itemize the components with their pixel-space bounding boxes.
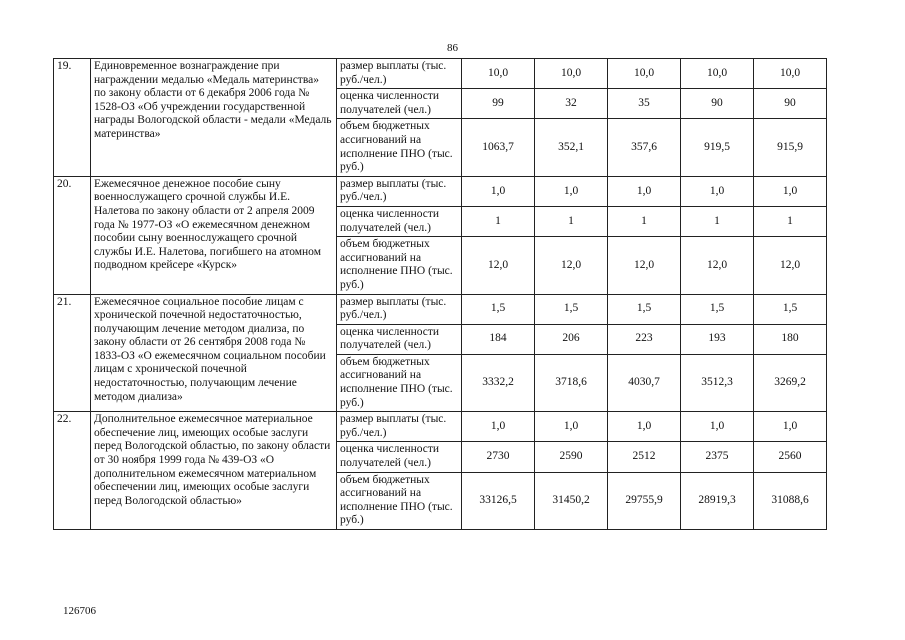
value-cell: 29755,9	[608, 472, 681, 529]
value-cell: 1,5	[681, 294, 754, 324]
value-cell: 12,0	[462, 237, 535, 294]
value-cell: 1,5	[535, 294, 608, 324]
table-row	[54, 176, 827, 206]
value-cell: 1063,7	[462, 119, 535, 176]
value-cell: 2512	[608, 442, 681, 472]
value-cell: 10,0	[535, 59, 608, 89]
value-cell: 1,0	[608, 412, 681, 442]
value-cell: 2560	[754, 442, 827, 472]
parameter-label: размер выплаты (тыс. руб./чел.)	[337, 294, 462, 324]
value-cell: 919,5	[681, 119, 754, 176]
value-cell: 35	[608, 89, 681, 119]
value-cell: 1	[535, 206, 608, 236]
value-cell: 1,0	[681, 176, 754, 206]
parameter-label: оценка численности получателей (чел.)	[337, 324, 462, 354]
value-cell: 90	[681, 89, 754, 119]
value-cell: 90	[754, 89, 827, 119]
value-cell: 223	[608, 324, 681, 354]
parameter-label: размер выплаты (тыс. руб./чел.)	[337, 59, 462, 89]
table-row	[54, 59, 827, 89]
parameter-label: размер выплаты (тыс. руб./чел.)	[337, 176, 462, 206]
value-cell: 1,5	[462, 294, 535, 324]
value-cell: 12,0	[535, 237, 608, 294]
parameter-label: оценка численности получателей (чел.)	[337, 89, 462, 119]
item-number: 22.	[54, 412, 91, 530]
table-row	[54, 294, 827, 324]
value-cell: 12,0	[608, 237, 681, 294]
value-cell: 1	[462, 206, 535, 236]
value-cell: 1,5	[608, 294, 681, 324]
parameter-label: оценка численности получателей (чел.)	[337, 206, 462, 236]
value-cell: 2730	[462, 442, 535, 472]
value-cell: 352,1	[535, 119, 608, 176]
value-cell: 1	[754, 206, 827, 236]
value-cell: 1,0	[462, 412, 535, 442]
value-cell: 4030,7	[608, 354, 681, 411]
value-cell: 1,0	[681, 412, 754, 442]
page-number: 86	[447, 42, 458, 54]
parameter-label: объем бюджетных ассигнований на исполнение ПНО (тыс. руб.)	[337, 472, 462, 529]
value-cell: 10,0	[608, 59, 681, 89]
parameter-label: оценка численности получателей (чел.)	[337, 442, 462, 472]
value-cell: 1	[681, 206, 754, 236]
value-cell: 3512,3	[681, 354, 754, 411]
obligation-description: Ежемесячное социальное пособие лицам с хронической почечной недостаточностью, получающим лечение методом диализа, по закону области от 26 сентября 2008 года № 1833-ОЗ «О ежемесячном социальном пособии лицам с хронической почечной недостаточностью, получающим лечение методом диализа»	[91, 294, 337, 412]
value-cell: 915,9	[754, 119, 827, 176]
item-number: 21.	[54, 294, 91, 412]
value-cell: 1	[608, 206, 681, 236]
value-cell: 1,0	[535, 412, 608, 442]
value-cell: 99	[462, 89, 535, 119]
value-cell: 2590	[535, 442, 608, 472]
value-cell: 1,0	[754, 176, 827, 206]
obligation-description: Ежемесячное денежное пособие сыну военнослужащего срочной службы И.Е. Налетова по закону области от 2 апреля 2009 года № 1977-ОЗ «О ежемесячном денежном пособии сыну военнослужащего срочной службы И.Е. Налетова, погибшего на атомном подводном крейсере «Курск»	[91, 176, 337, 294]
value-cell: 12,0	[681, 237, 754, 294]
value-cell: 1,0	[462, 176, 535, 206]
value-cell: 31088,6	[754, 472, 827, 529]
value-cell: 1,5	[754, 294, 827, 324]
parameter-label: размер выплаты (тыс. руб./чел.)	[337, 412, 462, 442]
value-cell: 10,0	[462, 59, 535, 89]
value-cell: 193	[681, 324, 754, 354]
value-cell: 184	[462, 324, 535, 354]
value-cell: 1,0	[754, 412, 827, 442]
value-cell: 180	[754, 324, 827, 354]
value-cell: 32	[535, 89, 608, 119]
value-cell: 28919,3	[681, 472, 754, 529]
value-cell: 3718,6	[535, 354, 608, 411]
value-cell: 12,0	[754, 237, 827, 294]
value-cell: 2375	[681, 442, 754, 472]
parameter-label: объем бюджетных ассигнований на исполнение ПНО (тыс. руб.)	[337, 354, 462, 411]
value-cell: 3269,2	[754, 354, 827, 411]
budget-obligations-table	[53, 58, 827, 530]
document-footer-id: 126706	[63, 605, 96, 617]
value-cell: 33126,5	[462, 472, 535, 529]
obligation-description: Единовременное вознаграждение при награждении медалью «Медаль материнства» по закону области от 6 декабря 2006 года № 1528-ОЗ «Об учреждении государственной награды Вологодской области - медали «Медаль материнства»	[91, 59, 337, 177]
value-cell: 206	[535, 324, 608, 354]
obligation-description: Дополнительное ежемесячное материальное обеспечение лиц, имеющих особые заслуги перед Вологодской областью, по закону области от 30 ноября 1999 года № 439-ОЗ «О дополнительном ежемесячном материальном обеспечении лиц, имеющих особые заслуги перед Вологодской областью»	[91, 412, 337, 530]
value-cell: 31450,2	[535, 472, 608, 529]
parameter-label: объем бюджетных ассигнований на исполнение ПНО (тыс. руб.)	[337, 237, 462, 294]
value-cell: 10,0	[681, 59, 754, 89]
value-cell: 1,0	[535, 176, 608, 206]
value-cell: 10,0	[754, 59, 827, 89]
value-cell: 3332,2	[462, 354, 535, 411]
value-cell: 1,0	[608, 176, 681, 206]
parameter-label: объем бюджетных ассигнований на исполнение ПНО (тыс. руб.)	[337, 119, 462, 176]
table-row	[54, 412, 827, 442]
value-cell: 357,6	[608, 119, 681, 176]
item-number: 20.	[54, 176, 91, 294]
item-number: 19.	[54, 59, 91, 177]
